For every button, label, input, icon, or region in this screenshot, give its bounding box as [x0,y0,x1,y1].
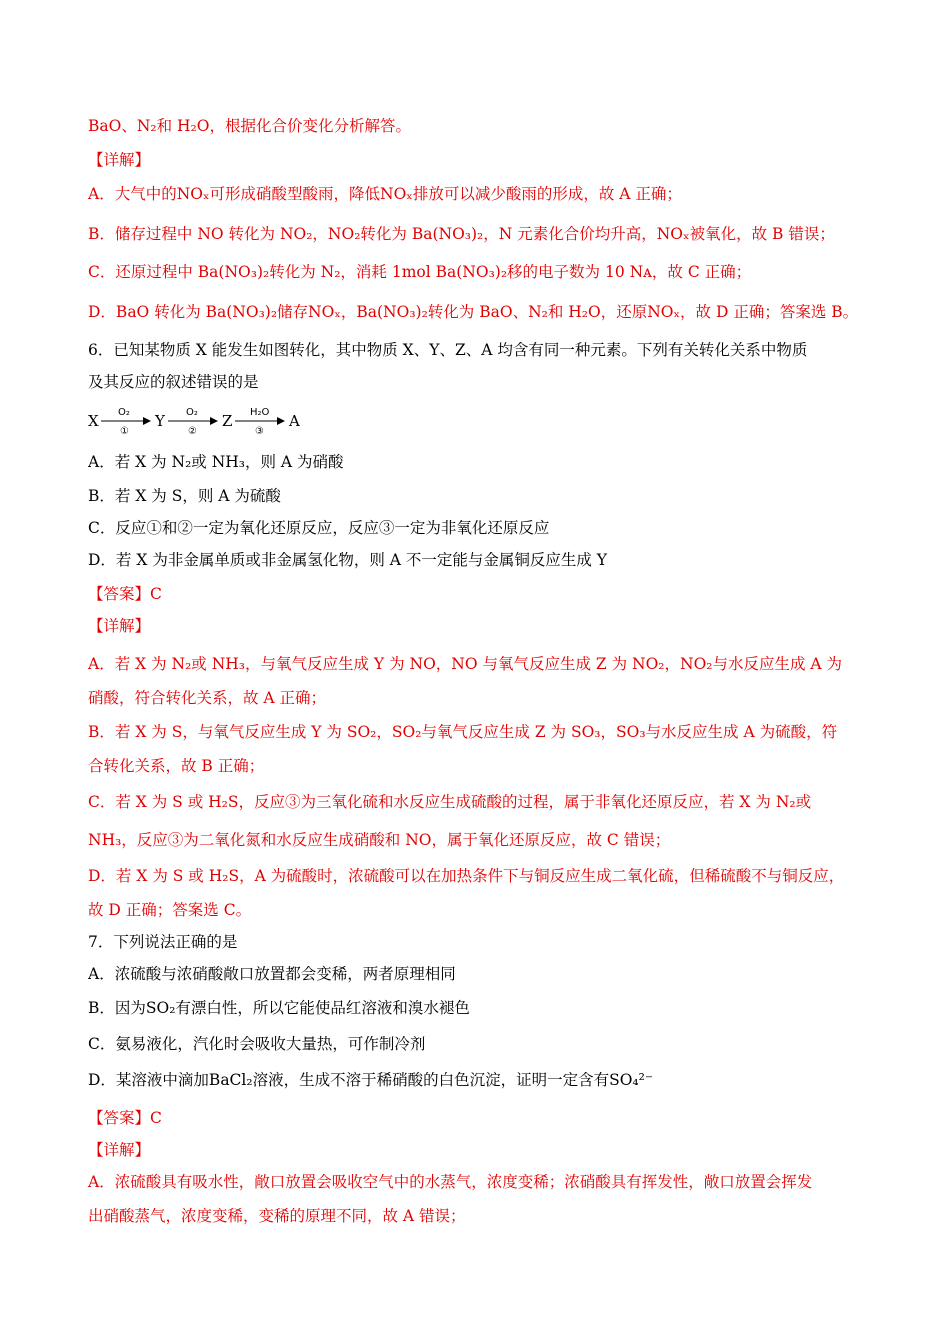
option-6a: A．若 X 为 N₂或 NH₃，则 A 为硝酸 [88,453,344,471]
reagent-1: O₂ [118,407,130,418]
reagent-3: H₂O [250,407,270,418]
text-line-2: 【详解】 [88,151,151,169]
explanation-7-line-2: 出硝酸蒸气，浓度变稀，变稀的原理不同，故 A 错误； [88,1207,466,1225]
step-2: ② [188,426,197,436]
question-6-line-2: 及其反应的叙述错误的是 [88,373,259,391]
explanation-6-heading: 【详解】 [88,617,151,635]
explanation-6-line-8: 故 D 正确；答案选 C。 [88,901,252,919]
species-x: X [88,412,99,430]
text-line-3: A．大气中的NOₓ可形成硝酸型酸雨，降低NOₓ排放可以减少酸雨的形成，故 A 正确； [88,185,682,203]
question-7: 7．下列说法正确的是 [88,933,238,951]
option-6b: B．若 X 为 S，则 A 为硫酸 [88,487,281,505]
option-6d: D．若 X 为非金属单质或非金属氢化物，则 A 不一定能与金属铜反应生成 Y [88,551,608,569]
step-1: ① [120,426,129,436]
answer-7: 【答案】C [88,1109,162,1127]
text-line-4: B．储存过程中 NO 转化为 NO₂，NO₂转化为 Ba(NO₃)₂，N 元素化合价均升高，NOₓ被氧化，故 B 错误； [88,225,835,243]
species-y: Y [155,412,165,430]
answer-6: 【答案】C [88,585,162,603]
explanation-6-line-1: A．若 X 为 N₂或 NH₃，与氧气反应生成 Y 为 NO，NO 与氧气反应生成 Z 为 NO₂，NO₂与水反应生成 A 为 [88,655,843,673]
reaction-scheme [88,402,348,436]
species-z: Z [222,412,233,430]
option-7c: C．氨易液化，汽化时会吸收大量热，可作制冷剂 [88,1035,426,1053]
explanation-6-line-7: D．若 X 为 S 或 H₂S，A 为硫酸时，浓硫酸可以在加热条件下与铜反应生成二氧化硫，但稀硫酸不与铜反应， [88,867,845,885]
explanation-6-line-5: C．若 X 为 S 或 H₂S，反应③为三氧化硫和水反应生成硫酸的过程，属于非氧化还原反应，若 X 为 N₂或 [88,793,812,811]
text-line-6: D．BaO 转化为 Ba(NO₃)₂储存NOₓ，Ba(NO₃)₂转化为 BaO、N₂和 H₂O，还原NOₓ，故 D 正确；答案选 B。 [88,303,859,321]
explanation-6-line-3: B．若 X 为 S，与氧气反应生成 Y 为 SO₂，SO₂与氧气反应生成 Z 为 SO₃，SO₃与水反应生成 A 为硫酸，符 [88,723,838,741]
option-6c: C．反应①和②一定为氧化还原反应，反应③一定为非氧化还原反应 [88,519,550,537]
question-6-line-1: 6．已知某物质 X 能发生如图转化，其中物质 X、Y、Z、A 均含有同一种元素。下列有关转化关系中物质 [88,341,808,359]
explanation-6-line-2: 硝酸，符合转化关系，故 A 正确； [88,689,327,707]
option-7a: A．浓硫酸与浓硝酸敞口放置都会变稀，两者原理相同 [88,965,456,983]
explanation-6-line-4: 合转化关系，故 B 正确； [88,757,265,775]
explanation-6-line-6: NH₃，反应③为二氧化氮和水反应生成硝酸和 NO，属于氧化还原反应，故 C 错误； [88,831,671,849]
option-7d: D．某溶液中滴加BaCl₂溶液，生成不溶于稀硝酸的白色沉淀，证明一定含有SO₄²⁻ [88,1071,654,1089]
option-7b: B．因为SO₂有漂白性，所以它能使品红溶液和溴水褪色 [88,999,470,1017]
explanation-7-heading: 【详解】 [88,1141,151,1159]
species-a: A [289,412,300,430]
explanation-7-line-1: A．浓硫酸具有吸水性，敞口放置会吸收空气中的水蒸气，浓度变稀；浓硝酸具有挥发性，敞口放置会挥发 [88,1173,813,1191]
text-line-5: C．还原过程中 Ba(NO₃)₂转化为 N₂，消耗 1mol Ba(NO₃)₂移的电子数为 10 Nᴀ，故 C 正确； [88,263,752,281]
step-3: ③ [255,426,264,436]
text-line-1: BaO、N₂和 H₂O，根据化合价变化分析解答。 [88,117,411,135]
reaction-scheme-svg [88,402,348,436]
reagent-2: O₂ [186,407,198,418]
